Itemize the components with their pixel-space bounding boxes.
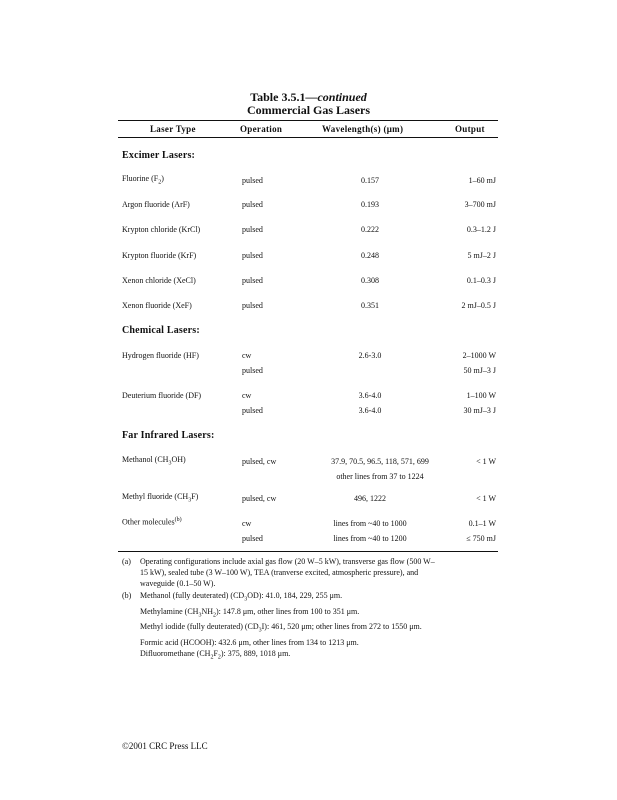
row-operation: pulsed [242, 225, 263, 234]
row-output: 50 mJ–3 J [463, 366, 496, 375]
table-bottom-rule [118, 551, 498, 552]
section-chemical: Chemical Lasers: [122, 325, 200, 336]
row-wavelength: 0.308 [361, 276, 379, 285]
row-operation: pulsed, cw [242, 494, 277, 503]
row-wavelength: 2.6-3.0 [358, 351, 382, 360]
row-output: 1–100 W [466, 391, 496, 400]
row-wavelength: 3.6-4.0 [358, 391, 382, 400]
row-wavelength: 3.6-4.0 [358, 406, 382, 415]
note-b-label: (b) [122, 591, 132, 600]
row-operation: pulsed [242, 534, 263, 543]
row-type: Argon fluoride (ArF) [122, 200, 190, 209]
row-output: 2 mJ–0.5 J [461, 301, 496, 310]
row-type: Methyl fluoride $(CH_3F)$ [122, 492, 199, 504]
row-wavelength: lines from ~40 to 1200 [333, 534, 407, 543]
header-top-rule [118, 120, 498, 121]
header-laser-type: Laser Type [150, 124, 196, 134]
row-operation: pulsed [242, 301, 263, 310]
row-wavelength: other lines from 37 to 1224 [336, 472, 424, 481]
row-output: 0.3–1.2 J [466, 225, 496, 234]
row-operation: pulsed [242, 251, 263, 260]
row-wavelength: 496, 1222 [354, 494, 386, 503]
row-output: 3–700 mJ [464, 200, 496, 209]
section-far-infrared: Far Infrared Lasers: [122, 430, 215, 441]
row-operation: pulsed [242, 200, 263, 209]
row-type: Deuterium fluoride (DF) [122, 391, 202, 400]
row-type: Krypton chloride (KrCl) [122, 225, 201, 234]
row-output: 0.1–1 W [468, 519, 496, 528]
table-subtitle: Commercial Gas Lasers [246, 103, 371, 117]
row-output: < 1 W [476, 494, 496, 503]
row-output: 5 mJ–2 J [467, 251, 496, 260]
header-wavelength: Wavelength(s) (μm) [322, 124, 404, 134]
continued-label: —continued [305, 90, 367, 104]
row-operation: cw [242, 351, 252, 360]
section-excimer: Excimer Lasers: [122, 150, 196, 161]
row-operation: pulsed [242, 176, 263, 185]
table-number: Table 3.5.1 [250, 90, 306, 104]
row-operation: cw [242, 391, 252, 400]
header-output: Output [455, 124, 485, 134]
row-type: Hydrogen fluoride (HF) [122, 351, 199, 360]
row-output: 1–60 mJ [468, 176, 496, 185]
note-a: Operating configurations include axial gas flow (20 W–5 kW), transverse gas flow (500 W– 15 kW), sealed tube (3 W–100 W), TEA (tranverse excited, atmospheric pressure), and waveguide (0.1–50 W). [140, 557, 435, 588]
row-wavelength: lines from ~40 to 1000 [333, 519, 407, 528]
row-wavelength: 0.193 [361, 200, 379, 209]
row-type: Krypton fluoride (KrF) [122, 251, 197, 260]
row-wavelength: 37.9, 70.5, 96.5, 118, 571, 699 [331, 457, 429, 466]
row-output: < 1 W [476, 457, 496, 466]
row-operation: pulsed [242, 406, 263, 415]
note-a-label: (a) [122, 557, 131, 566]
row-type: Methanol $(CH_3OH)$ [122, 455, 186, 467]
note-b: Methanol (fully deuterated) $(CD_3OD)$: 41.0, 184, 229, 255 μm. Methylamine $(CH_3NH_2)$: 147.8 μm, other lines from 100 to 351 μm. Methyl iodide (fully deuterated) $(CD_3I)$: 461, 520 μm; other lines from 272 to 1550 μm. Formic acid (HCOOH): 432.6 μm, other lines from 134 to 1213 μm. Difluoromethane $(CH_2F_2)$: 375, 889, 1018 μm. [140, 591, 422, 661]
row-type: Other molecules$^{(b)}$ [122, 517, 182, 527]
row-output: 2–1000 W [462, 351, 496, 360]
header-operation: Operation [240, 124, 283, 134]
row-wavelength: 0.351 [361, 301, 379, 310]
row-wavelength: 0.248 [361, 251, 379, 260]
row-wavelength: 0.157 [361, 176, 379, 185]
row-operation: pulsed [242, 366, 263, 375]
header-bottom-rule [118, 137, 498, 138]
row-output: ≤ 750 mJ [466, 534, 496, 543]
row-wavelength: 0.222 [361, 225, 379, 234]
copyright-footer: ©2001 CRC Press LLC [122, 741, 208, 751]
row-type: Xenon chloride (XeCl) [122, 276, 196, 285]
row-output: 30 mJ–3 J [463, 406, 496, 415]
row-type: Xenon fluoride (XeF) [122, 301, 192, 310]
row-output: 0.1–0.3 J [466, 276, 496, 285]
row-operation: pulsed, cw [242, 457, 277, 466]
row-operation: pulsed [242, 276, 263, 285]
row-type: Fluorine $(F_2)$ [122, 174, 164, 186]
row-operation: cw [242, 519, 252, 528]
